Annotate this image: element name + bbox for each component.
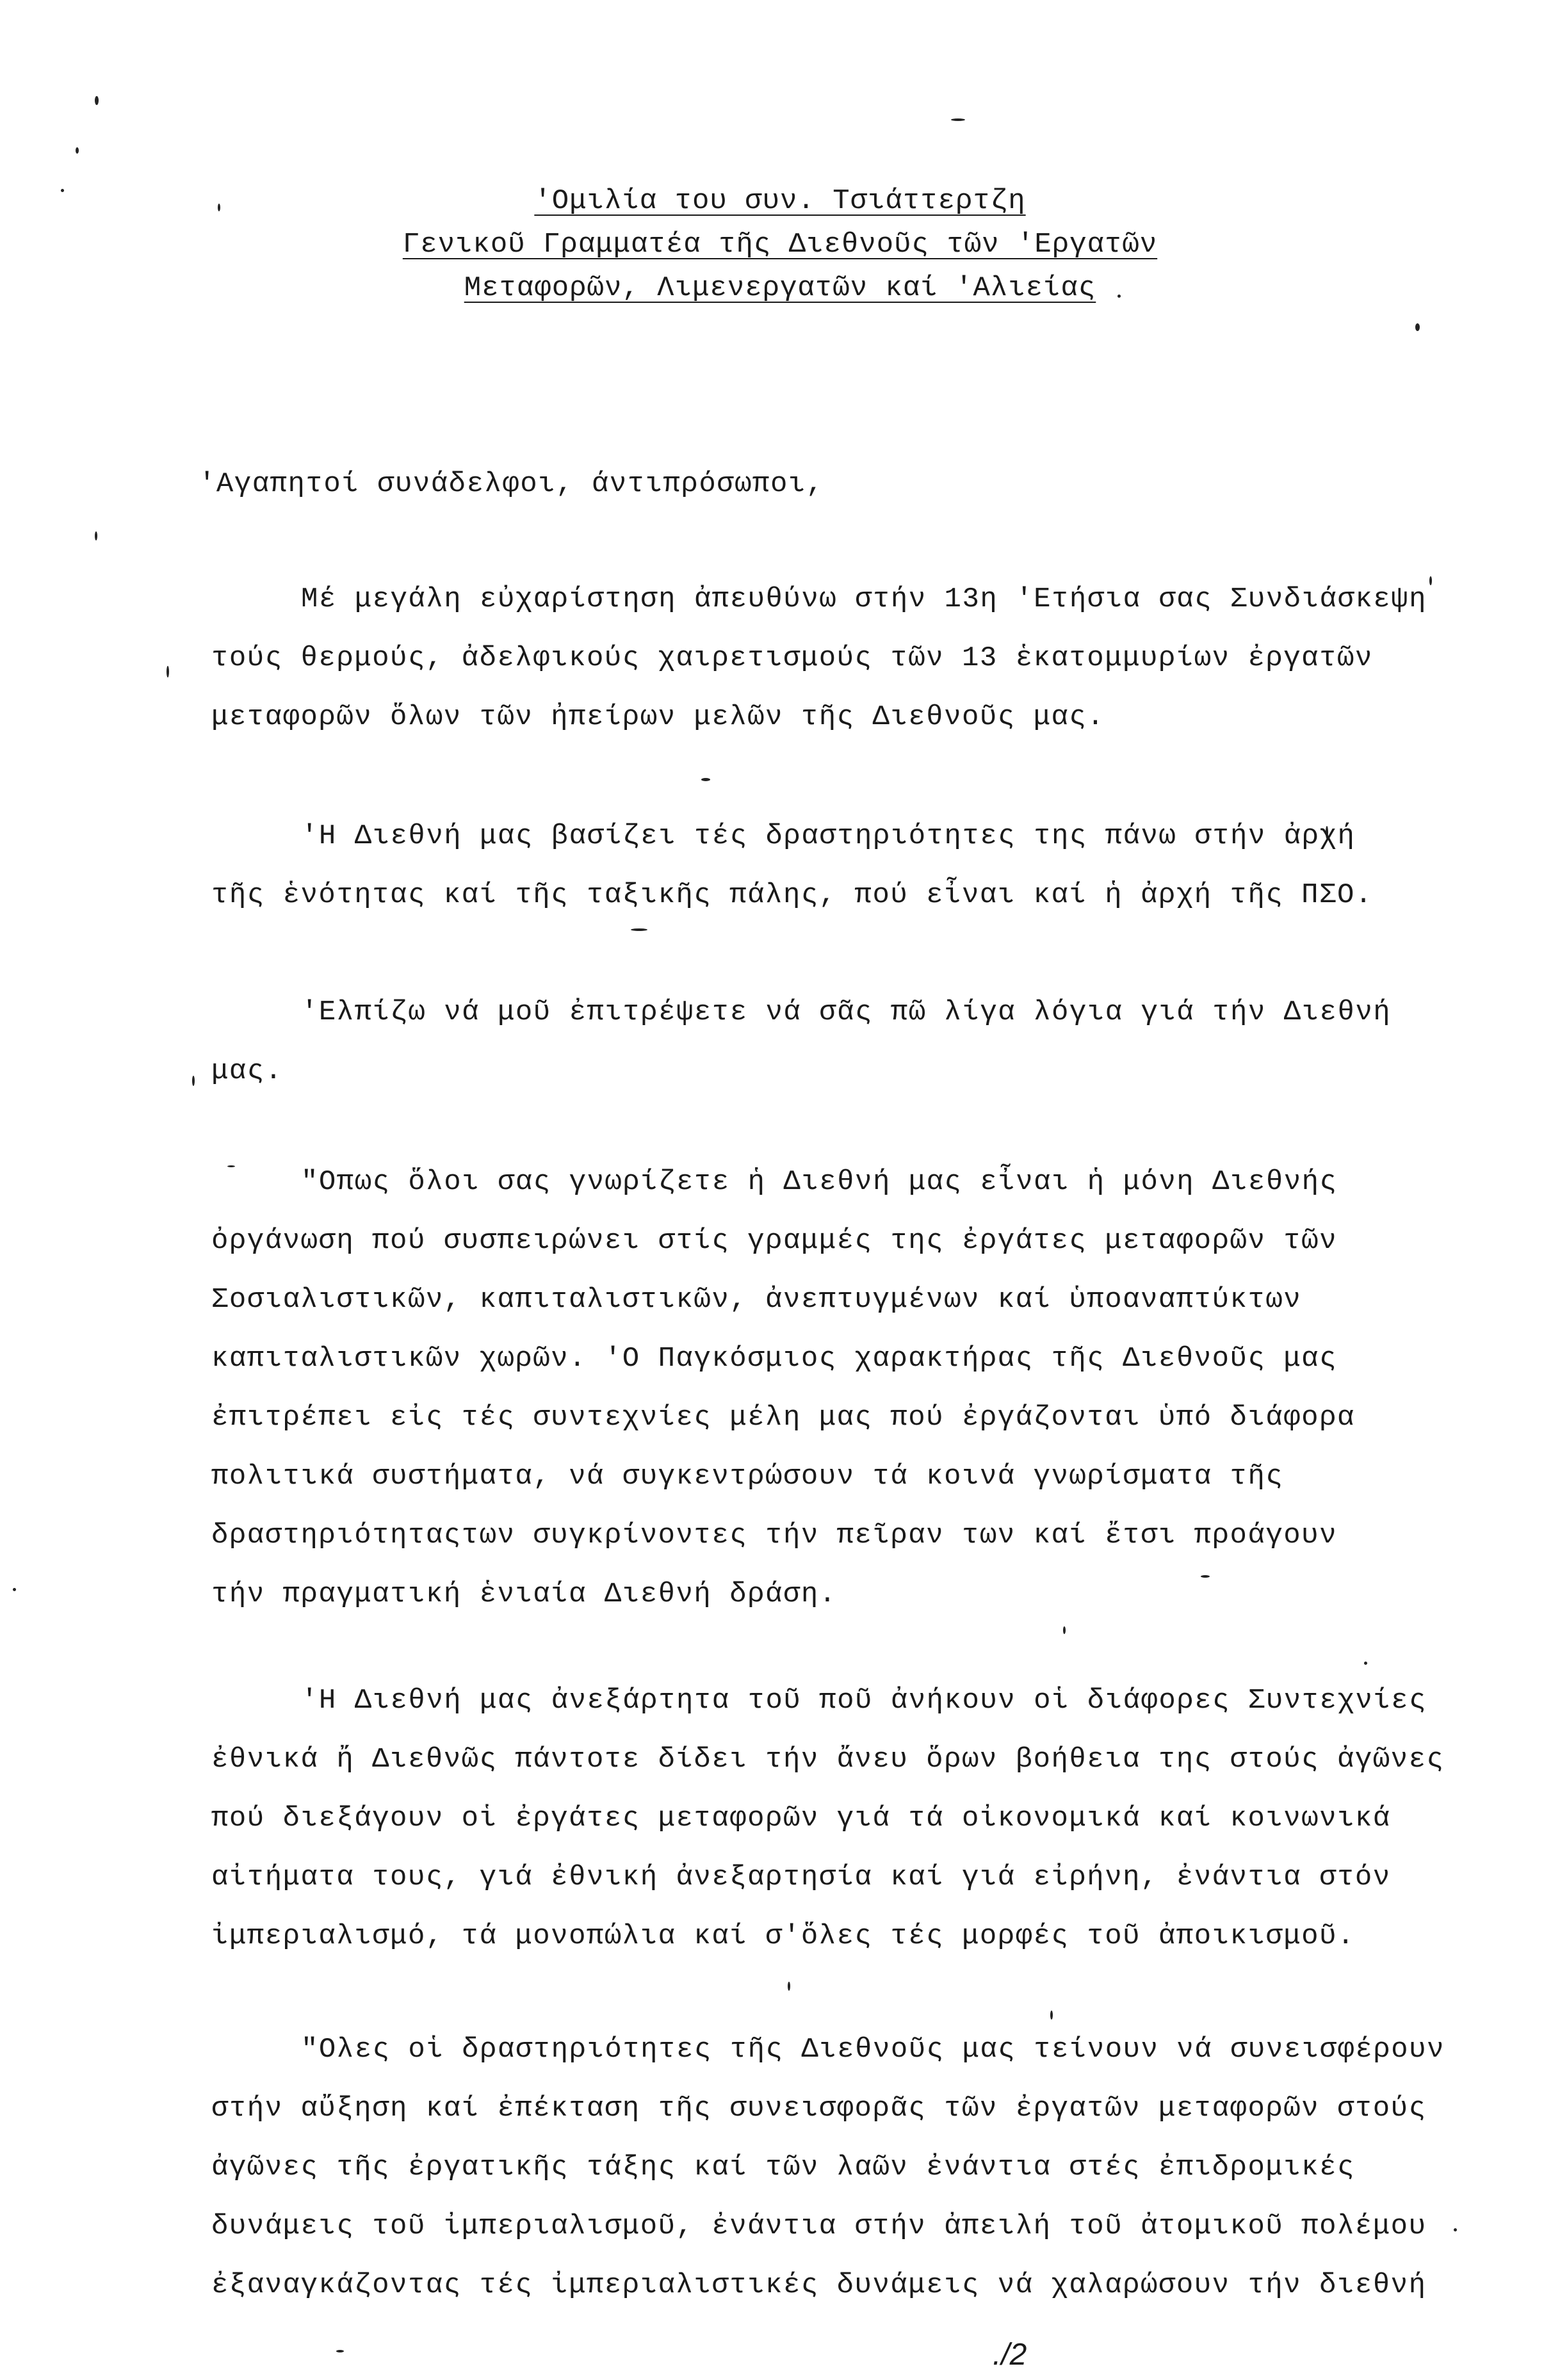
- paragraph-line: Σοσιαλιστικῶν, καπιταλιστικῶν, ἀνεπτυγμένων καί ὑποαναπτύκτων: [211, 1284, 1302, 1316]
- paragraph-line: ἐθνικά ἤ Διεθνῶς πάντοτε δίδει τήν ἄνευ ὅρων βοήθεια της στούς ἀγῶνες: [211, 1744, 1445, 1776]
- scan-speck: [788, 1982, 790, 1991]
- paragraph-line: τῆς ἑνότητας καί τῆς ταξικῆς πάλης, πού εἶναι καί ἡ ἀρχή τῆς ΠΣΟ.: [211, 879, 1373, 911]
- paragraph-line: "Οπως ὅλοι σας γνωρίζετε ἡ Διεθνή μας εἶναι ἡ μόνη Διεθνής: [301, 1166, 1338, 1198]
- paragraph-5: [211, 1671, 1445, 1966]
- scan-speck: [13, 1588, 16, 1591]
- paragraph-2: [211, 807, 1390, 925]
- paragraph-line: Μέ μεγάλη εὐχαρίστηση ἀπευθύνω στήν 13η 'Ετήσια σας Συνδιάσκεψη: [301, 583, 1427, 615]
- scan-speck: [1429, 576, 1432, 585]
- scan-speck: [336, 2350, 344, 2352]
- paragraph-line: αἰτήματα τους, γιά ἐθνική ἀνεξαρτησία καί γιά εἰρήνη, ἐνάντια στόν: [211, 1861, 1391, 1893]
- greeting-text: 'Αγαπητοί συνάδελφοι, άντιπρόσωποι,: [199, 468, 824, 500]
- title-line-2: [0, 223, 1560, 266]
- greeting: [199, 455, 1377, 514]
- paragraph-1: [211, 570, 1427, 747]
- scan-speck: [951, 118, 965, 121]
- scan-speck: [95, 531, 97, 540]
- paragraph-line: 'Η Διεθνή μας βασίζει τές δραστηριότητες της πάνω στήν ἀρχή: [301, 820, 1356, 852]
- title-line-1: [0, 179, 1560, 223]
- paragraph-line: μεταφορῶν ὅλων τῶν ἠπείρων μελῶν τῆς Διεθνοῦς μας.: [211, 701, 1105, 733]
- paragraph-line: 'Η Διεθνή μας ἀνεξάρτητα τοῦ ποῦ ἀνήκουν οἱ διάφορες Συντεχνίες: [301, 1685, 1427, 1717]
- paragraph-line: ἀγῶνες τῆς ἐργατικῆς τάξης καί τῶν λαῶν ἐνάντια στές ἐπιδρομικές: [211, 2151, 1355, 2183]
- scan-speck: [1454, 2228, 1457, 2231]
- scan-speck: [1050, 2011, 1053, 2020]
- paragraph-line: καπιταλιστικῶν χωρῶν. 'Ο Παγκόσμιος χαρακτήρας τῆς Διεθνοῦς μας: [211, 1343, 1337, 1375]
- scan-speck: [1063, 1626, 1066, 1634]
- paragraph-line: 'Ελπίζω νά μοῦ ἐπιτρέψετε νά σᾶς πῶ λίγα λόγια γιά τήν Διεθνή: [301, 996, 1392, 1028]
- paragraph-line: ὀργάνωση πού συσπειρώνει στίς γραμμές της ἐργάτες μεταφορῶν τῶν: [211, 1225, 1337, 1257]
- paragraph-line: τήν πραγματική ἑνιαία Διεθνή δράση.: [211, 1578, 837, 1610]
- paragraph-line: ἰμπεριαλισμό, τά μονοπώλια καί σ'ὅλες τές μορφές τοῦ ἀποικισμοῦ.: [211, 1920, 1355, 1952]
- paragraph-4: [211, 1153, 1390, 1624]
- scan-speck: [192, 1076, 195, 1086]
- paragraph-line: δραστηριότηταςτων συγκρίνοντες τήν πεῖραν των καί ἔτσι προάγουν: [211, 1519, 1337, 1551]
- paragraph-line: "Ολες οἱ δραστηριότητες τῆς Διεθνοῦς μας τείνουν νά συνεισφέρουν: [301, 2034, 1445, 2066]
- paragraph-line: δυνάμεις τοῦ ἰμπεριαλισμοῦ, ἐνάντια στήν ἀπειλή τοῦ ἀτομικοῦ πολέμου: [211, 2210, 1427, 2242]
- scan-speck: [1415, 323, 1420, 331]
- paragraph-line: ἐξαναγκάζοντας τές ἰμπεριαλιστικές δυνάμεις νά χαλαρώσουν τήν διεθνή: [211, 2269, 1427, 2301]
- scan-speck: [701, 778, 710, 781]
- title-text: Μεταφορῶν, Λιμενεργατῶν καί 'Αλιείας: [464, 272, 1096, 304]
- scan-speck: [95, 96, 99, 105]
- paragraph-line: στήν αὔξηση καί ἐπέκταση τῆς συνεισφορᾶς τῶν ἐργατῶν μεταφορῶν στούς: [211, 2093, 1427, 2125]
- title-text: 'Ομιλία του συν. Τσιάττερτζη: [534, 185, 1026, 217]
- paragraph-3: [211, 983, 1390, 1101]
- paragraph-line: πού διεξάγουν οἱ ἐργάτες μεταφορῶν γιά τά οἰκονομικά καί κοινωνικά: [211, 1802, 1391, 1834]
- title-line-3: [0, 266, 1560, 310]
- document-title: [0, 179, 1560, 310]
- scan-speck: [1364, 1662, 1367, 1665]
- paragraph-line: ἐπιτρέπει εἰς τές συντεχνίες μέλη μας πού ἐργάζονται ὑπό διάφορα: [211, 1402, 1355, 1434]
- paragraph-line: τούς θερμούς, ἀδελφικούς χαιρετισμούς τῶν 13 ἑκατομμυρίων ἐργατῶν: [211, 642, 1373, 674]
- scan-speck: [76, 147, 79, 154]
- scan-speck: [631, 928, 647, 931]
- paragraph-line: πολιτικά συστήματα, νά συγκεντρώσουν τά κοινά γνωρίσματα τῆς: [211, 1461, 1284, 1493]
- title-text: Γενικοῦ Γραμματέα τῆς Διεθνοῦς τῶν 'Εργατῶν: [402, 229, 1158, 261]
- paragraph-6: [211, 2020, 1445, 2315]
- scan-speck: [167, 666, 169, 677]
- page-number: ./2: [993, 2338, 1027, 2372]
- paragraph-line: μας.: [211, 1055, 283, 1087]
